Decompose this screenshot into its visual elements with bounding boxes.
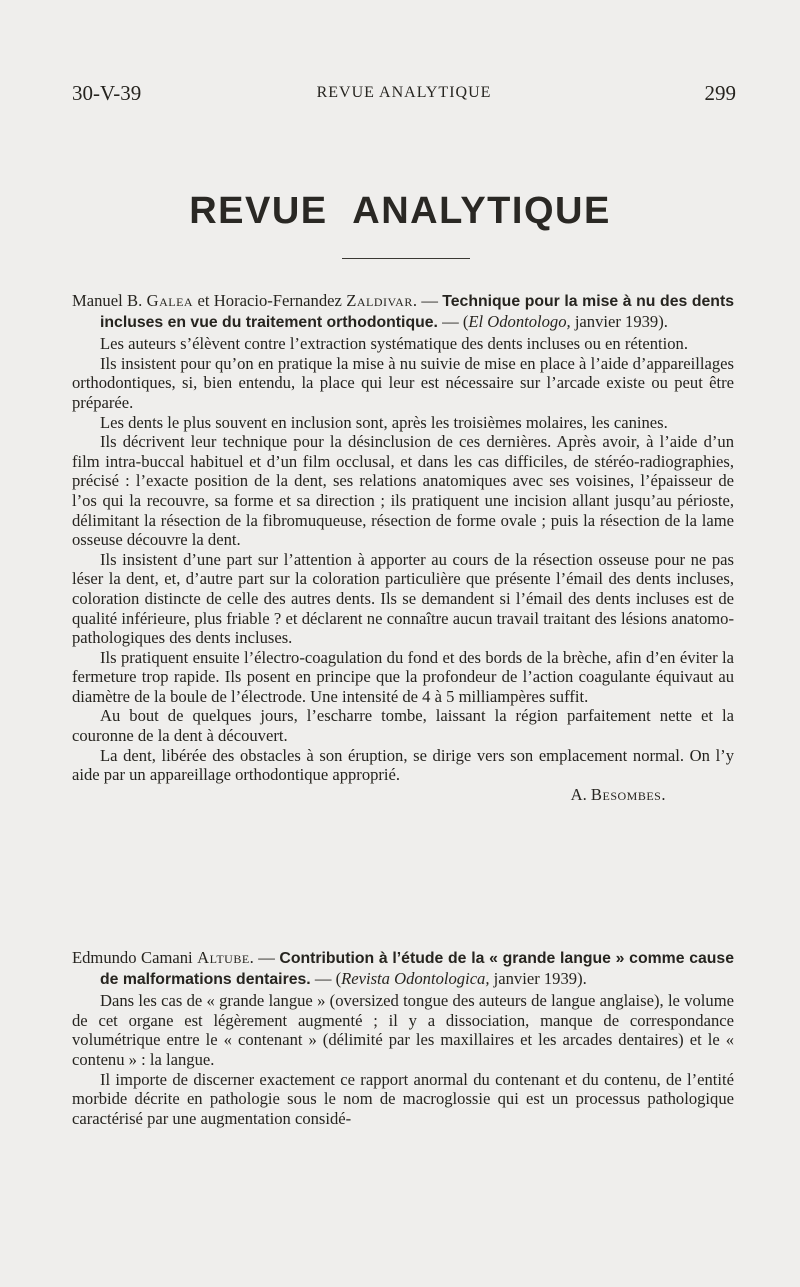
section-name: REVUE ANALYTIQUE [316, 84, 492, 101]
body-paragraph: Ils décrivent leur technique pour la désinclusion de ces dernières. Après avoir, à l’aide d’un film intra-buccal habituel et d’un film occlusal, et dans les cas difficiles, de stéréo-radiographies, précisé : l’exacte position de la dent, ses relations anatomiques avec ses voisines, l’épaisseur de l’os qui la recouvre, sa forme et sa direction ; ils pratiquent une incision allant jusqu’au périoste, délimitant la résection de la fibromuqueuse, résection de forme ovale ; puis la résection de la lame osseuse découvre la dent. [72, 432, 734, 550]
article-title: Contribution à l’étude de la « grande langue » comme cause de malformations dentaires. [100, 950, 735, 988]
reference-dash: . — [412, 291, 443, 310]
article-reference [72, 291, 734, 332]
body-paragraph: La dent, libérée des obstacles à son éruption, se dirige vers son emplacement normal. On l’y aide par un appareillage orthodontique approprié. [72, 745, 734, 785]
signature-initial: A. [570, 784, 591, 804]
author-connector: et Horacio-Fernandez [193, 291, 347, 310]
body-paragraph: Les dents le plus souvent en inclusion sont, après les troisièmes molaires, les canines. [100, 412, 668, 432]
title-divider [342, 258, 470, 259]
article-galea-zaldivar [72, 291, 734, 804]
body-paragraph: Ils insistent d’une part sur l’attention à apporter au cours de la résection osseuse pour ne pas léser la dent, et, d’autre part sur la coloration particulière que présente l’émail des dents incluses, coloration distincte de celle des autres dents. Ils se demandent si l’émail des dents incluses est de qualité inférieure, plus friable ? et déclarent ne connaître aucun travail traitant des lésions anatomo-pathologiques des dents incluses. [72, 549, 734, 648]
source-open: — ( [437, 311, 469, 331]
author-last-name: Galea [146, 291, 194, 310]
body-paragraph: Au bout de quelques jours, l’escharre tombe, laissant la région parfaitement nette et la couronne de la dent à découvert. [72, 706, 734, 746]
article-reference [72, 948, 734, 989]
reviewer-signature [72, 785, 734, 805]
source-open: — ( [310, 968, 342, 988]
author-last-name: Altube [197, 948, 250, 967]
page-title: REVUE ANALYTIQUE [189, 190, 611, 232]
journal-name: El Odontologo, [468, 311, 571, 331]
author-first-name: Edmundo Camani [72, 948, 198, 967]
signature-name: Besombes. [590, 784, 666, 804]
reference-dash: . — [249, 948, 280, 967]
page-number: 299 [704, 81, 736, 105]
body-paragraph: Dans les cas de « grande langue » (oversized tongue des auteurs de langue anglaise), le volume de cet organe est légèrement augmenté ; il y a dissociation, manque de correspondance volumétrique entre le « contenant » (délimité par les maxillaires et les arcades dentaires) et le « contenu » : la langue. [72, 991, 734, 1069]
journal-name: Revista Odontologica, [341, 968, 490, 988]
running-head [72, 78, 736, 108]
body-paragraph: Les auteurs s’élèvent contre l’extraction systématique des dents incluses ou en rétention. [100, 334, 688, 354]
body-paragraph: Il importe de discerner exactement ce rapport anormal du contenant et du contenu, de l’entité morbide décrite en pathologie sous le nom de macroglossie qui est un processus pathologique caractérisé par une augmentation considé- [72, 1069, 734, 1128]
article-title: Technique pour la mise à nu des dents incluses en vue du traitement orthodontique. [100, 293, 735, 331]
body-paragraph: Ils insistent pour qu’on en pratique la mise à nu suivie de mise en place à l’aide d’appareillages orthodontiques, si, bien entendu, la place qui leur est nécessaire sur l’arcade existe ou peut être préparée. [72, 353, 734, 412]
issue-date: 30-V-39 [72, 81, 142, 105]
article-altube [72, 948, 734, 1128]
author-last-name: Zaldivar [346, 291, 413, 310]
body-paragraph: Ils pratiquent ensuite l’électro-coagulation du fond et des bords de la brèche, afin d’en éviter la fermeture trop rapide. Ils posent en principe que la profondeur de l’action coagulante équivaut au diamètre de la boule de l’électrode. Une intensité de 4 à 5 milliampères suffit. [72, 647, 734, 706]
source-date: janvier 1939). [570, 311, 668, 331]
source-date: janvier 1939). [489, 968, 587, 988]
author-first-name: Manuel B. [72, 291, 147, 310]
